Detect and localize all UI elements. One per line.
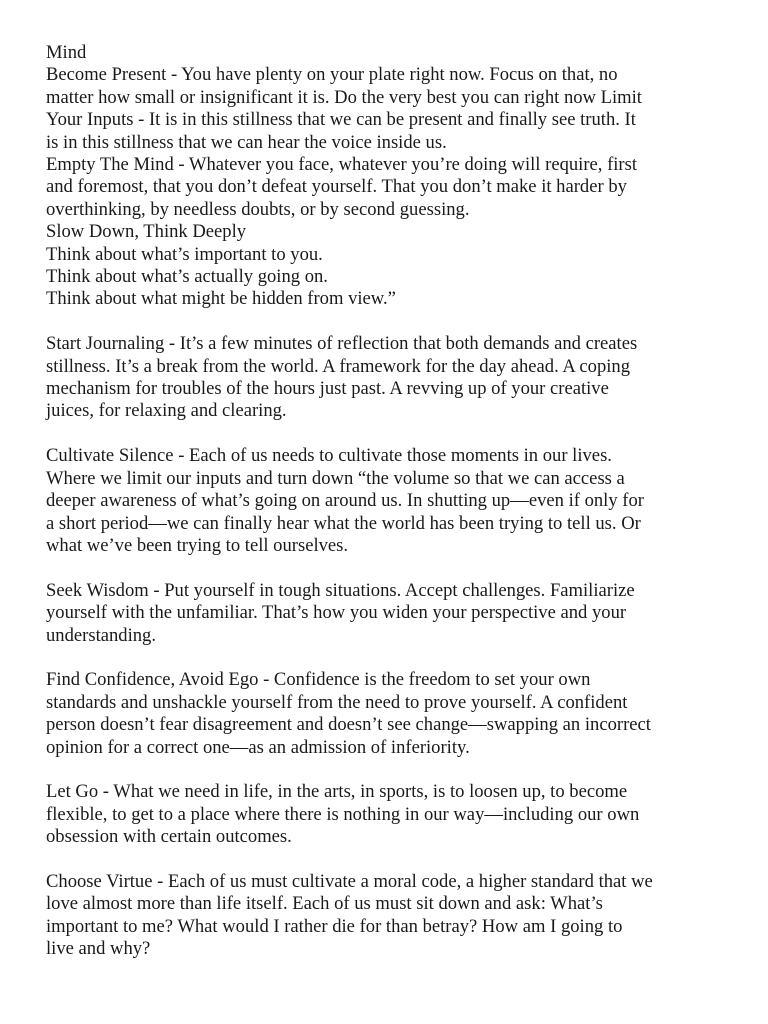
paragraph-line: understanding.	[46, 624, 156, 646]
paragraph-line: Cultivate Silence - Each of us needs to cultivate those moments in our lives.	[46, 445, 612, 467]
paragraph-line: Empty The Mind - Whatever you face, whatever you’re doing will require, first	[46, 154, 638, 176]
paragraph-line: Seek Wisdom - Put yourself in tough situations. Accept challenges. Familiarize	[46, 579, 635, 601]
paragraph-line: Think about what’s actually going on.	[46, 266, 328, 288]
paragraph-choose-virtue	[46, 871, 736, 961]
paragraph-let-go	[46, 781, 736, 848]
paragraph-line: opinion for a correct one—as an admission of inferiority.	[46, 736, 470, 758]
paragraph-line: Think about what might be hidden from view.”	[46, 288, 396, 310]
document-heading: Mind	[46, 42, 87, 63]
paragraph-spacer	[46, 759, 736, 781]
paragraph-line: Where we limit our inputs and turn down “the volume so that we can access a	[46, 467, 625, 489]
paragraph-spacer	[46, 647, 736, 669]
paragraph-line: what we’ve been trying to tell ourselves.	[46, 534, 349, 556]
paragraph-line: flexible, to get to a place where there is nothing in our way—including our own	[46, 803, 640, 825]
paragraph-line: live and why?	[46, 938, 151, 960]
paragraph-seek-wisdom	[46, 580, 736, 647]
paragraph-line: important to me? What would I rather die for than betray? How am I going to	[46, 915, 623, 937]
paragraph-find-confidence	[46, 669, 736, 759]
paragraph-line: and foremost, that you don’t defeat yourself. That you don’t make it harder by	[46, 176, 627, 198]
paragraph-line: person doesn’t fear disagreement and doesn’t see change—swapping an incorrect	[46, 714, 651, 736]
paragraph-line: stillness. It’s a break from the world. A framework for the day ahead. A coping	[46, 355, 631, 377]
paragraph-line: obsession with certain outcomes.	[46, 826, 292, 848]
paragraph-line: standards and unshackle yourself from the need to prove yourself. A confident	[46, 691, 628, 713]
paragraph-spacer	[46, 849, 736, 871]
document-page	[46, 42, 736, 961]
paragraph-line: a short period—we can finally hear what the world has been trying to tell us. Or	[46, 512, 641, 534]
paragraph-line: Choose Virtue - Each of us must cultivate a moral code, a higher standard that we	[46, 870, 653, 892]
paragraph-line: matter how small or insignificant it is. Do the very best you can right now Limit	[46, 86, 642, 108]
paragraph-spacer	[46, 423, 736, 445]
paragraph-cultivate-silence	[46, 445, 736, 557]
paragraph-line: deeper awareness of what’s going on around us. In shutting up—even if only for	[46, 490, 644, 512]
paragraph-line: Become Present - You have plenty on your plate right now. Focus on that, no	[46, 64, 618, 86]
paragraph-line: juices, for relaxing and clearing.	[46, 400, 287, 422]
paragraph-spacer	[46, 557, 736, 579]
paragraph-line: Your Inputs - It is in this stillness that we can be present and finally see truth. It	[46, 109, 636, 131]
paragraph-line: is in this stillness that we can hear the voice inside us.	[46, 131, 447, 153]
paragraph-line: Slow Down, Think Deeply	[46, 221, 247, 243]
paragraph-mind-practices	[46, 64, 736, 310]
paragraph-start-journaling	[46, 333, 736, 423]
paragraph-line: Let Go - What we need in life, in the arts, in sports, is to loosen up, to become	[46, 781, 628, 803]
paragraph-line: love almost more than life itself. Each of us must sit down and ask: What’s	[46, 893, 603, 915]
paragraph-line: overthinking, by needless doubts, or by second guessing.	[46, 198, 470, 220]
paragraph-spacer	[46, 311, 736, 333]
paragraph-line: Start Journaling - It’s a few minutes of reflection that both demands and creates	[46, 333, 638, 355]
paragraph-line: mechanism for troubles of the hours just past. A revving up of your creative	[46, 378, 609, 400]
paragraph-line: yourself with the unfamiliar. That’s how you widen your perspective and your	[46, 602, 627, 624]
paragraph-line: Think about what’s important to you.	[46, 243, 323, 265]
paragraph-line: Find Confidence, Avoid Ego - Confidence is the freedom to set your own	[46, 669, 591, 691]
